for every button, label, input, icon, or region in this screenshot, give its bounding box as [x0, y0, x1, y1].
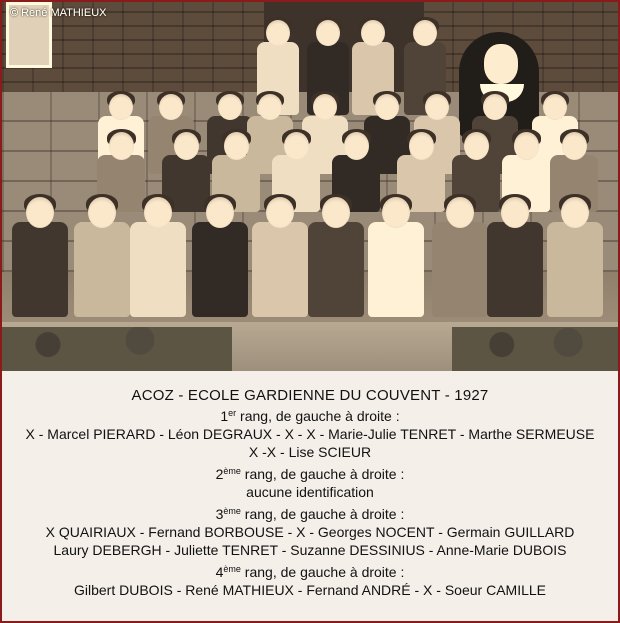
- row-heading-4: 4ème rang, de gauche à droite :: [215, 564, 405, 580]
- row-3-names-line-1: X QUAIRIAUX - Fernand BORBOUSE - X - Georges NOCENT - Germain GUILLARD: [45, 524, 575, 540]
- caption-title: ACOZ - ECOLE GARDIENNE DU COUVENT - 1927: [131, 387, 489, 404]
- row-heading-3: 3ème rang, de gauche à droite :: [215, 506, 405, 522]
- child-figure: [192, 197, 248, 317]
- row-heading-1: 1er rang, de gauche à droite :: [220, 408, 400, 424]
- row-3-names-line-2: Laury DEBERGH - Juliette TENRET - Suzanne DESSINIUS - Anne-Marie DUBOIS: [53, 542, 567, 558]
- nun-face: [484, 44, 518, 84]
- row-heading-2: 2ème rang, de gauche à droite :: [215, 466, 405, 482]
- child-figure: [547, 197, 603, 317]
- child-figure: [74, 197, 130, 317]
- caption-rows: [2, 408, 618, 599]
- row-4-names-line-1: Gilbert DUBOIS - René MATHIEUX - Fernand ANDRÉ - X - Soeur CAMILLE: [74, 582, 546, 598]
- copyright-watermark: [10, 7, 106, 19]
- copyright-name: René MATHIEUX: [21, 7, 107, 19]
- hedge-left: [2, 327, 232, 371]
- child-figure: [432, 197, 488, 317]
- child-figure: [368, 197, 424, 317]
- child-figure: [12, 197, 68, 317]
- row-2-names-line-1: aucune identification: [246, 484, 374, 500]
- child-figure: [130, 197, 186, 317]
- row-1-names-line-2: X -X - Lise SCIEUR: [248, 444, 372, 460]
- child-figure: [308, 197, 364, 317]
- row-1-names-line-1: X - Marcel PIERARD - Léon DEGRAUX - X - X - Marie-Julie TENRET - Marthe SERMEUSE: [25, 426, 595, 442]
- copyright-symbol: ©: [10, 7, 19, 19]
- child-figure: [487, 197, 543, 317]
- child-figure: [252, 197, 308, 317]
- hedge-right: [452, 327, 618, 371]
- class-photograph: [2, 2, 618, 371]
- photo-caption: [2, 371, 618, 621]
